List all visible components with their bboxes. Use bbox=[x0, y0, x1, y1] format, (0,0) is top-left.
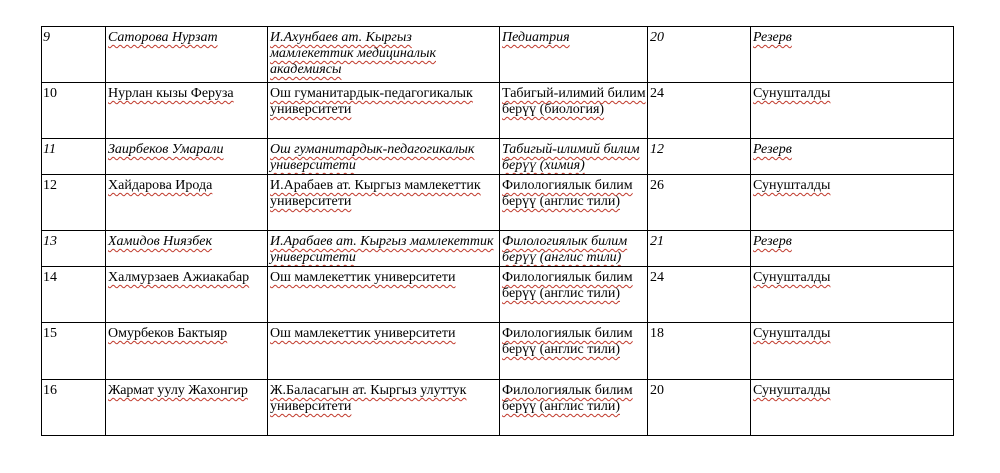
status: Резерв bbox=[751, 231, 954, 267]
score: 20 bbox=[648, 380, 751, 436]
row-number: 15 bbox=[42, 323, 106, 380]
table-row bbox=[42, 323, 954, 380]
score: 26 bbox=[648, 175, 751, 231]
table-body bbox=[42, 27, 954, 436]
candidate-name: Заирбеков Умарали bbox=[106, 139, 268, 175]
university: Ж.Баласагын ат. Кыргыз улуттук университети bbox=[268, 380, 500, 436]
university: Ош мамлекеттик университети bbox=[268, 267, 500, 323]
status: Сунушталды bbox=[751, 83, 954, 139]
status: Сунушталды bbox=[751, 267, 954, 323]
score: 20 bbox=[648, 27, 751, 83]
university: И.Арабаев ат. Кыргыз мамлекеттик университети bbox=[268, 231, 500, 267]
score: 21 bbox=[648, 231, 751, 267]
table-row bbox=[42, 267, 954, 323]
candidate-name: Хайдарова Ирода bbox=[106, 175, 268, 231]
score: 24 bbox=[648, 83, 751, 139]
candidate-name: Саторова Нурзат bbox=[106, 27, 268, 83]
status: Резерв bbox=[751, 139, 954, 175]
specialty: Педиатрия bbox=[500, 27, 648, 83]
status: Сунушталды bbox=[751, 175, 954, 231]
candidate-name: Омурбеков Бактыяр bbox=[106, 323, 268, 380]
status: Сунушталды bbox=[751, 323, 954, 380]
candidate-name: Нурлан кызы Феруза bbox=[106, 83, 268, 139]
specialty: Филологиялык билим берүү (англис тили) bbox=[500, 175, 648, 231]
candidate-name: Хамидов Ниязбек bbox=[106, 231, 268, 267]
score: 24 bbox=[648, 267, 751, 323]
candidates-table bbox=[41, 26, 954, 436]
row-number: 14 bbox=[42, 267, 106, 323]
candidate-name: Жармат уулу Жахонгир bbox=[106, 380, 268, 436]
table-row bbox=[42, 380, 954, 436]
score: 18 bbox=[648, 323, 751, 380]
specialty: Табигый-илимий билим берүү (биология) bbox=[500, 83, 648, 139]
table-row bbox=[42, 27, 954, 83]
university: И.Ахунбаев ат. Кыргыз мамлекеттик медициналык академиясы bbox=[268, 27, 500, 83]
specialty: Филологиялык билим берүү (англис тили) bbox=[500, 267, 648, 323]
specialty: Филологиялык билим берүү (англис тили) bbox=[500, 231, 648, 267]
row-number: 9 bbox=[42, 27, 106, 83]
status: Сунушталды bbox=[751, 380, 954, 436]
specialty: Филологиялык билим берүү (англис тили) bbox=[500, 380, 648, 436]
row-number: 12 bbox=[42, 175, 106, 231]
row-number: 11 bbox=[42, 139, 106, 175]
status: Резерв bbox=[751, 27, 954, 83]
specialty: Филологиялык билим берүү (англис тили) bbox=[500, 323, 648, 380]
specialty: Табигый-илимий билим берүү (химия) bbox=[500, 139, 648, 175]
row-number: 13 bbox=[42, 231, 106, 267]
university: И.Арабаев ат. Кыргыз мамлекеттик университети bbox=[268, 175, 500, 231]
university: Ош мамлекеттик университети bbox=[268, 323, 500, 380]
row-number: 16 bbox=[42, 380, 106, 436]
table-row bbox=[42, 175, 954, 231]
university: Ош гуманитардык-педагогикалык университети bbox=[268, 139, 500, 175]
table-row bbox=[42, 139, 954, 175]
table-row bbox=[42, 83, 954, 139]
table-row bbox=[42, 231, 954, 267]
score: 12 bbox=[648, 139, 751, 175]
university: Ош гуманитардык-педагогикалык университети bbox=[268, 83, 500, 139]
row-number: 10 bbox=[42, 83, 106, 139]
candidate-name: Халмурзаев Ажиакабар bbox=[106, 267, 268, 323]
